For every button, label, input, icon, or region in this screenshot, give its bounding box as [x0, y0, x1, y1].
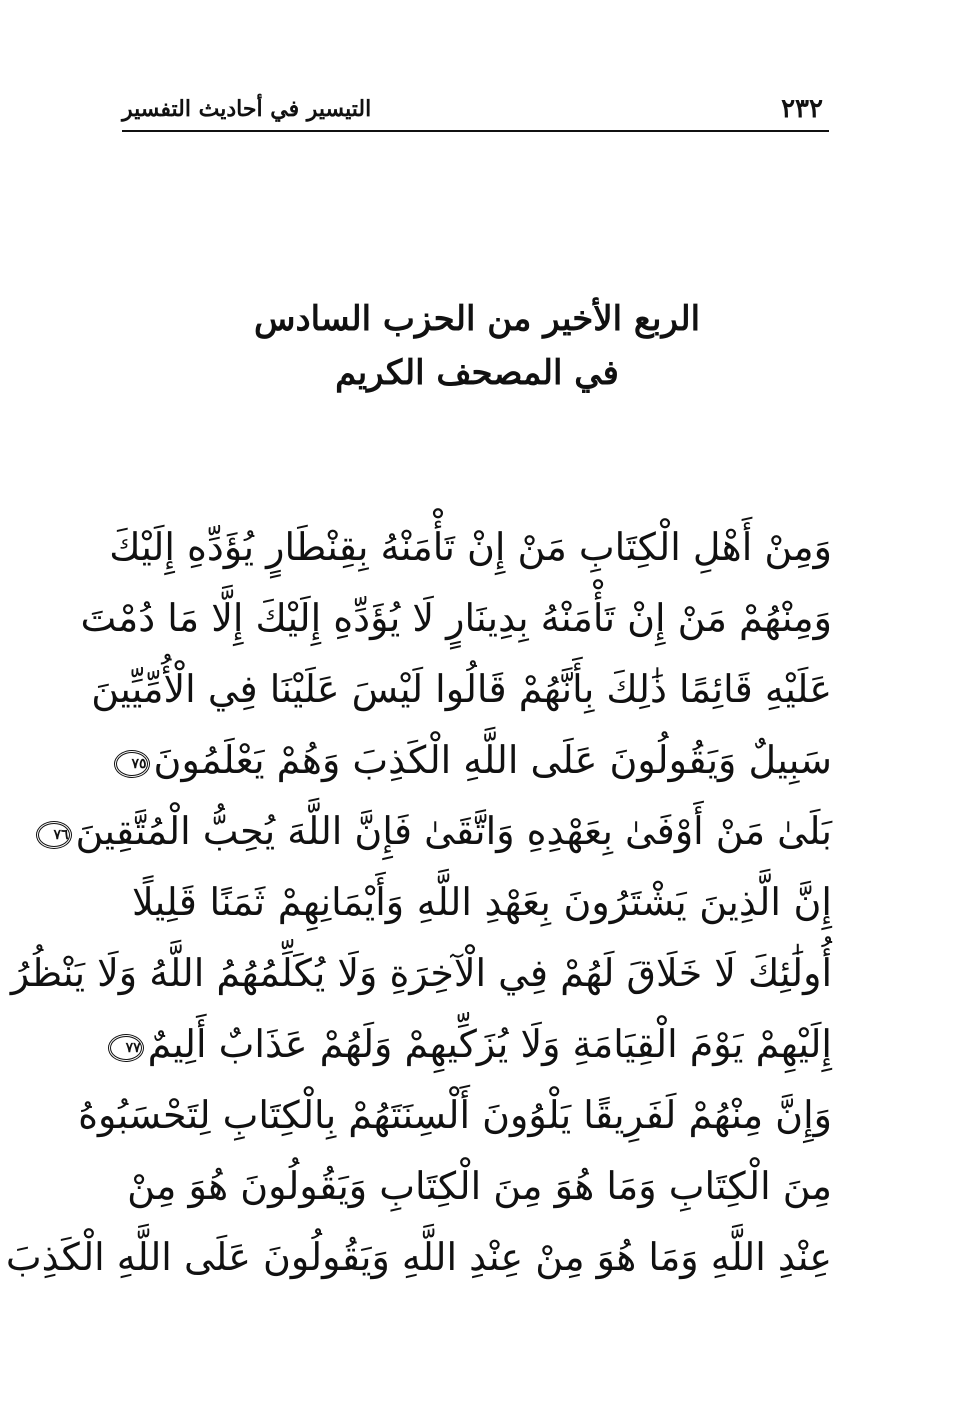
verse-line	[132, 867, 832, 938]
verse-line	[10, 938, 832, 1009]
verse-text: إِنَّ الَّذِينَ يَشْتَرُونَ بِعَهْدِ اللَّهِ وَأَيْمَانِهِمْ ثَمَنًا قَلِيلًا	[132, 880, 832, 924]
quran-verses	[5, 512, 832, 1293]
verse-line	[5, 1222, 832, 1293]
verse-line	[53, 796, 832, 867]
verse-line	[127, 1151, 832, 1222]
verse-text: إِلَيْهِمْ يَوْمَ الْقِيَامَةِ وَلَا يُزَكِّيهِمْ وَلَهُمْ عَذَابٌ أَلِيمٌ	[147, 1022, 832, 1066]
ayah-number-marker: ٧٥	[114, 750, 150, 778]
chapter-title-line-2: في المصحف الكريم	[335, 353, 619, 393]
verse-text: وَمِنْ أَهْلِ الْكِتَابِ مَنْ إِنْ تَأْمَنْهُ بِقِنْطَارٍ يُؤَدِّهِ إِلَيْكَ	[109, 525, 832, 569]
verse-line	[132, 725, 832, 796]
verse-line	[80, 583, 832, 654]
ayah-number-marker: ٧٧	[108, 1034, 144, 1062]
running-title: التيسير في أحاديث التفسير	[122, 96, 372, 122]
verse-text: وَإِنَّ مِنْهُمْ لَفَرِيقًا يَلْوُونَ أَلْسِنَتَهُمْ بِالْكِتَابِ لِتَحْسَبُوهُ	[78, 1093, 832, 1137]
verse-text: عَلَيْهِ قَائِمًا ذَٰلِكَ بِأَنَّهُمْ قَالُوا لَيْسَ عَلَيْنَا فِي الْأُمِّيِّينَ	[91, 667, 832, 711]
chapter-title-line-1: الربع الأخير من الحزب السادس	[253, 299, 701, 339]
ayah-number-marker: ٧٦	[36, 821, 72, 849]
chapter-title	[150, 292, 804, 400]
verse-text: سَبِيلٌ وَيَقُولُونَ عَلَى اللَّهِ الْكَذِبَ وَهُمْ يَعْلَمُونَ	[153, 738, 832, 782]
page-number: ٢٣٢	[781, 94, 823, 124]
verse-text: وَمِنْهُمْ مَنْ إِنْ تَأْمَنْهُ بِدِينَارٍ لَا يُؤَدِّهِ إِلَيْكَ إِلَّا مَا دُمْتَ	[80, 596, 832, 640]
page-header	[122, 92, 829, 132]
verse-line	[91, 654, 832, 725]
verse-line	[109, 512, 832, 583]
verse-text: بَلَىٰ مَنْ أَوْفَىٰ بِعَهْدِهِ وَاتَّقَىٰ فَإِنَّ اللَّهَ يُحِبُّ الْمُتَّقِينَ	[75, 809, 832, 853]
verse-text: أُولَٰئِكَ لَا خَلَاقَ لَهُمْ فِي الْآخِرَةِ وَلَا يُكَلِّمُهُمُ اللَّهُ وَلَا يَنْظُرُ	[10, 951, 832, 995]
verse-text: مِنَ الْكِتَابِ وَمَا هُوَ مِنَ الْكِتَابِ وَيَقُولُونَ هُوَ مِنْ	[127, 1164, 832, 1208]
verse-text: عِنْدِ اللَّهِ وَمَا هُوَ مِنْ عِنْدِ اللَّهِ وَيَقُولُونَ عَلَى اللَّهِ الْكَذِبَ	[5, 1235, 832, 1279]
verse-line	[78, 1080, 832, 1151]
verse-line	[125, 1009, 832, 1080]
